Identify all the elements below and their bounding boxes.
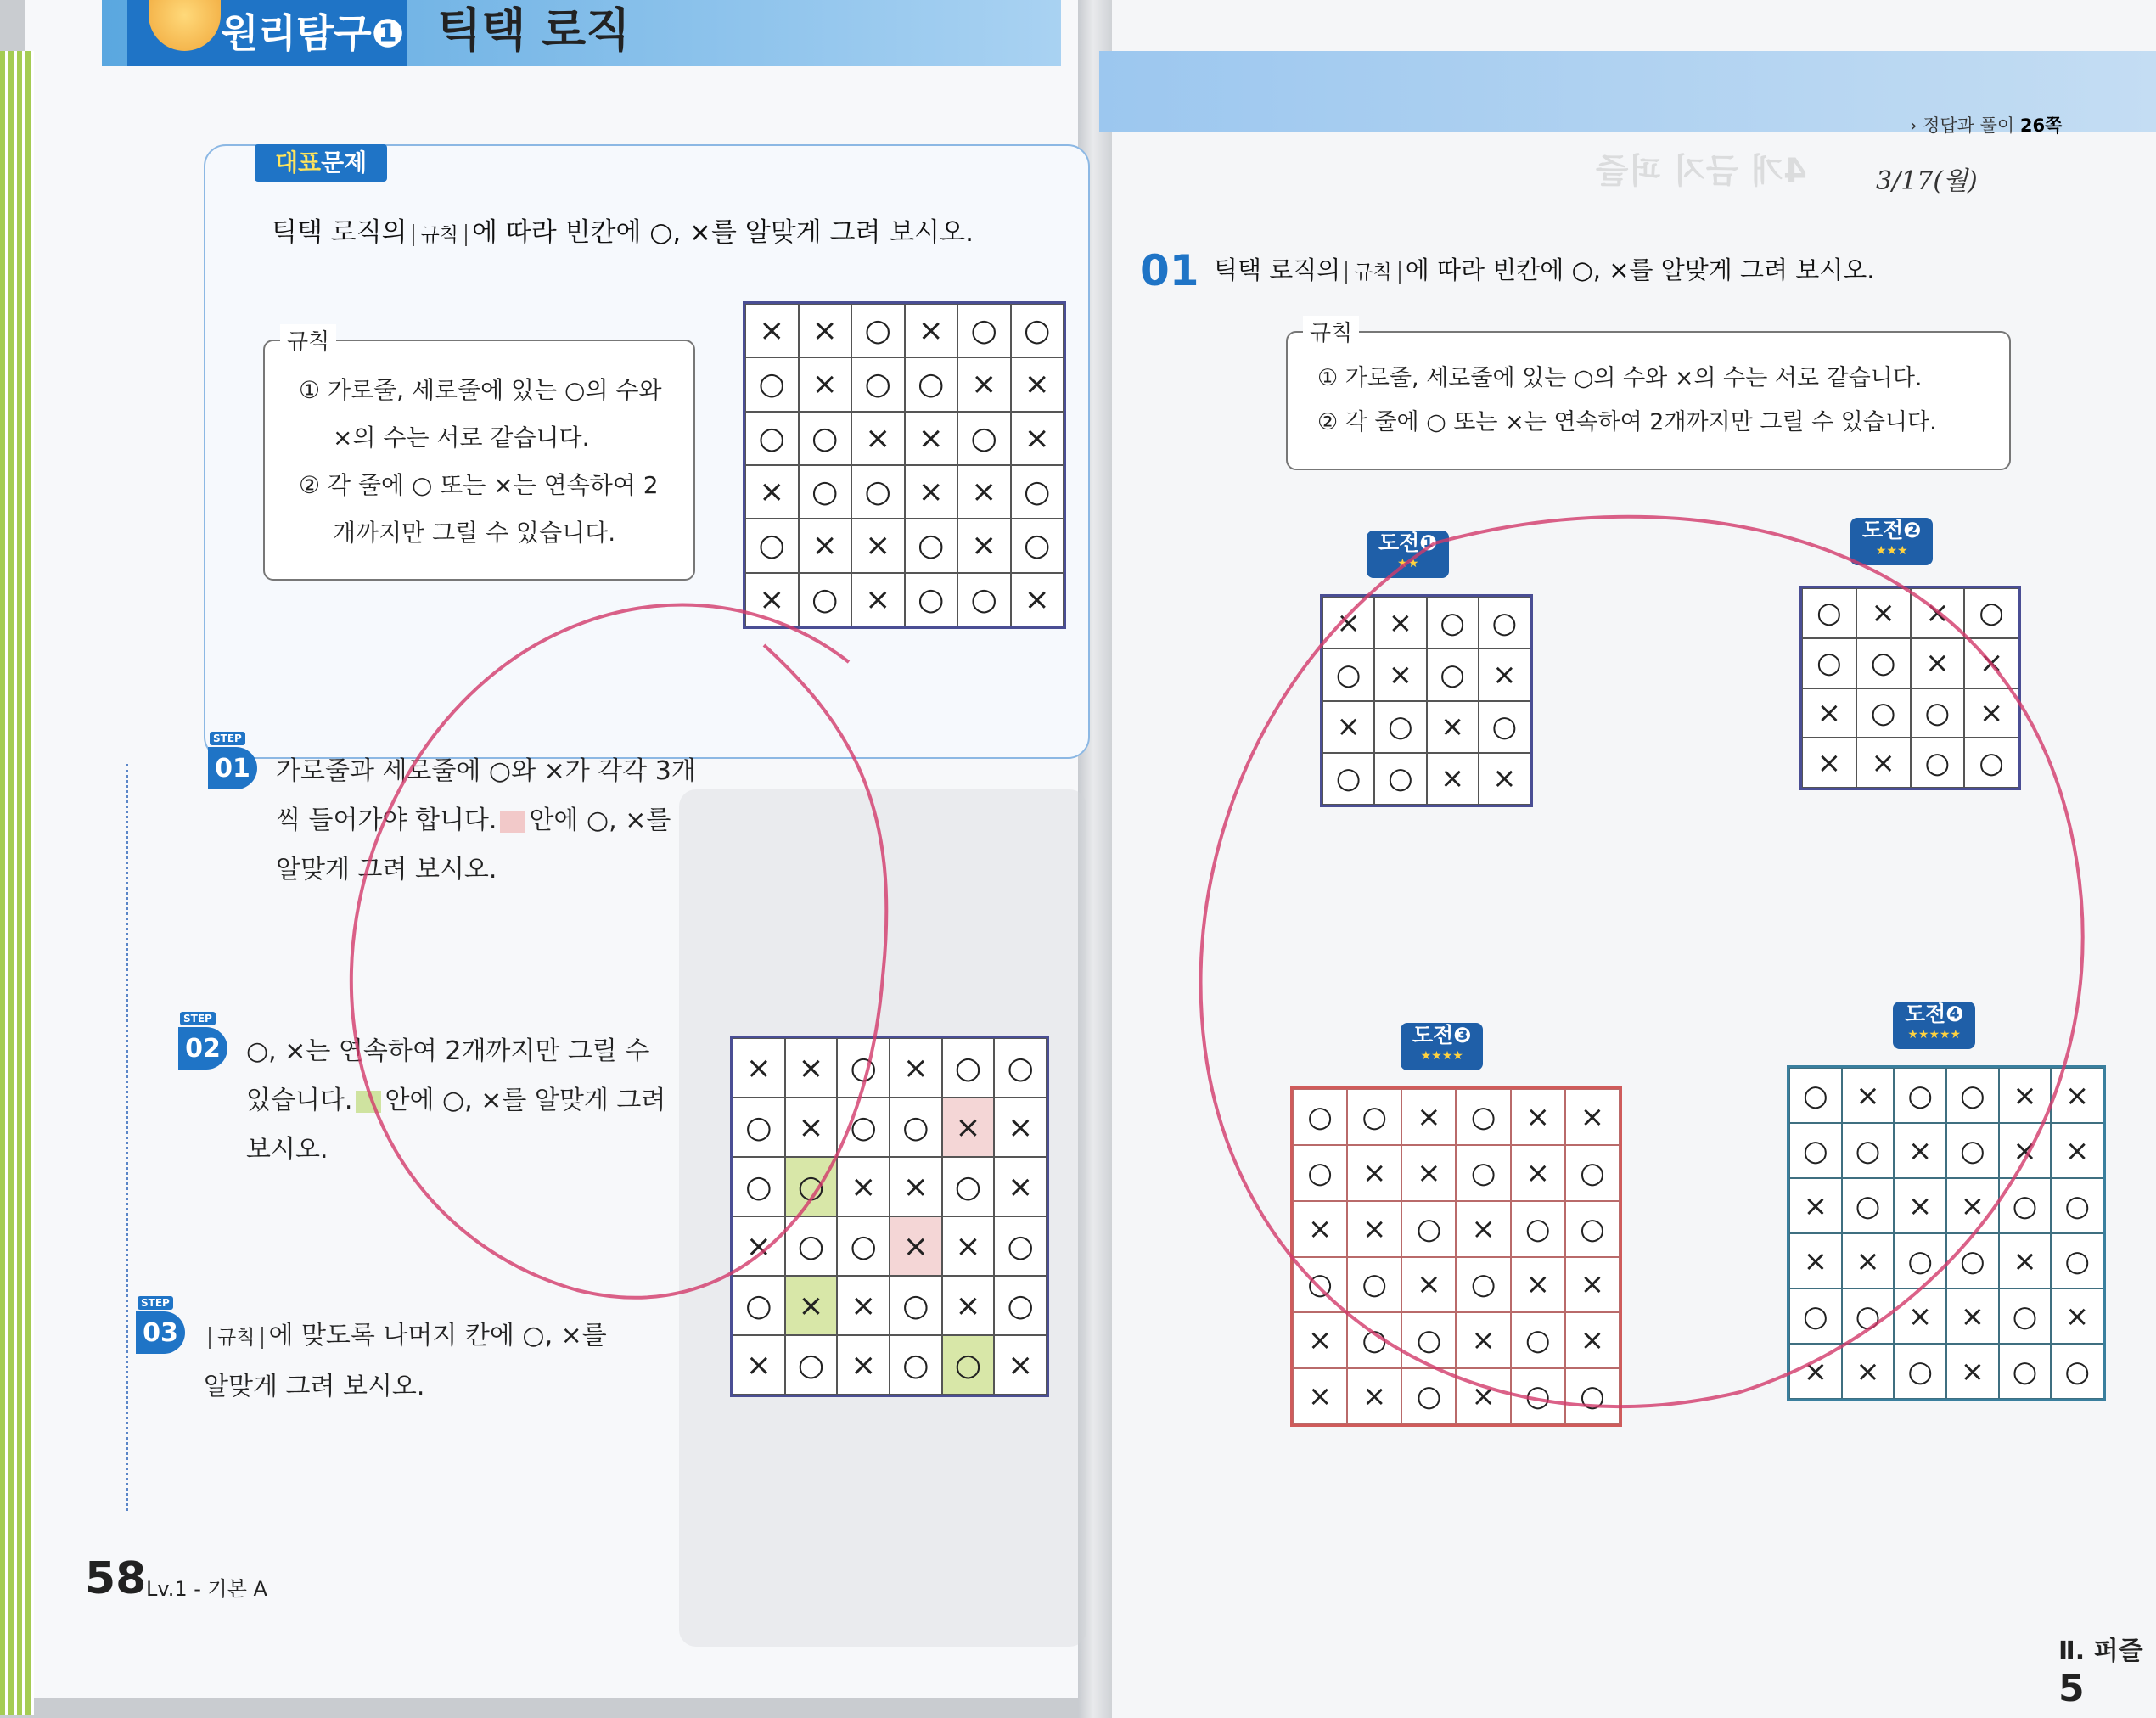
grid-cell: ○ [1011,304,1064,357]
grid-cell: × [799,519,852,572]
grid-cell: ○ [942,1157,995,1216]
grid-cell: × [799,357,852,411]
grid-cell: ○ [785,1157,838,1216]
challenge-2-label: 도전❷ ★★★ [1850,518,1933,565]
grid-cell: × [1842,1344,1895,1399]
grid-cell: ○ [1479,597,1530,648]
grid-cell: ○ [799,465,852,519]
grid-cell: × [1293,1201,1347,1257]
grid-cell: × [1347,1201,1401,1257]
grid-cell: × [1347,1368,1401,1424]
challenge-3-label: 도전❸ ★★★★ [1401,1023,1483,1070]
grid-cell: × [1479,648,1530,700]
grid-cell: ○ [1293,1089,1347,1145]
grid-cell: × [1401,1089,1456,1145]
grid-cell: × [851,412,905,465]
grid-cell: ○ [2051,1178,2103,1233]
grid-cell: ○ [1802,588,1856,638]
challenge-1-label: 도전❶ ★★ [1367,531,1449,578]
grid-cell: × [837,1276,890,1335]
grid-cell: ○ [1856,638,1911,688]
grid-cell: ○ [957,304,1011,357]
grid-cell: ○ [1842,1123,1895,1178]
grid-cell: × [1802,688,1856,738]
grid-cell: ○ [1456,1089,1510,1145]
grid-cell: × [733,1335,785,1395]
grid-cell: ○ [957,412,1011,465]
grid-cell: ○ [1374,701,1426,753]
grid-cell: ○ [1456,1145,1510,1201]
grid-cell: × [1999,1233,2052,1288]
grid-cell: ○ [1511,1312,1565,1368]
grid-cell: ○ [1374,753,1426,805]
grid-cell: ○ [745,357,799,411]
grid-cell: × [1856,588,1911,638]
grid-cell: × [1401,1257,1456,1313]
grid-cell: ○ [1427,597,1479,648]
page-title: 틱택 로직 [437,3,631,57]
grid-cell: × [1511,1145,1565,1201]
grid-cell: ○ [1347,1089,1401,1145]
grid-cell: × [905,465,958,519]
grid-cell: × [2051,1288,2103,1344]
grid-cell: ○ [1322,648,1374,700]
grid-cell: ○ [1894,1068,1946,1123]
grid-cell: ○ [1999,1178,2052,1233]
grid-cell: ○ [785,1216,838,1276]
grid-cell: × [942,1098,995,1157]
grid-cell: × [1842,1068,1895,1123]
grid-cell: ○ [905,519,958,572]
grid-cell: × [1565,1089,1620,1145]
grid-cell: ○ [1011,519,1064,572]
grid-cell: × [1964,638,2018,688]
red-circle-right [1201,517,2083,1406]
grid-cell: ○ [1802,638,1856,688]
grid-cell: ○ [1456,1257,1510,1313]
grid-cell: ○ [1511,1368,1565,1424]
grid-cell: × [785,1038,838,1098]
grid-cell: ○ [837,1038,890,1098]
grid-cell: × [1456,1312,1510,1368]
grid-cell: × [1946,1288,1999,1344]
section-tab: 원리탐구❶ [127,0,407,66]
grid-cell: × [1946,1178,1999,1233]
step-2-badge: STEP 02 [178,1027,227,1070]
page-subtitle: Lv.1 - 기본 A [146,1577,267,1601]
grid-cell: × [1789,1233,1842,1288]
handwritten-date: 3/17(월) [1876,166,1978,196]
grid-cell: × [1565,1312,1620,1368]
grid-cell: ○ [1946,1233,1999,1288]
right-page-footer: Ⅱ. 퍼즐 5 [2058,1637,2143,1710]
grid-cell: × [1964,688,2018,738]
rule-box: 규칙 ① 가로줄, 세로줄에 있는 ○의 수와 ×의 수는 서로 같습니다. ② 각 줄에 ○ 또는 ×는 연속하여 2 개까지만 그릴 수 있습니다. [263,340,695,581]
grid-cell: ○ [851,465,905,519]
grid-cell: ○ [1946,1123,1999,1178]
grid-cell: × [1456,1368,1510,1424]
grid-cell: ○ [1565,1368,1620,1424]
question-instruction: 틱택 로직의 규칙 에 따라 빈칸에 ○, ×를 알맞게 그려 보시오. [1214,255,1875,284]
grid-cell: ○ [1401,1201,1456,1257]
grid-cell: ○ [1401,1312,1456,1368]
grid-cell: × [733,1038,785,1098]
grid-cell: ○ [1842,1288,1895,1344]
grid-cell: ○ [994,1038,1047,1098]
grid-cell: × [957,357,1011,411]
grid-cell: ○ [745,519,799,572]
grid-cell: × [1856,738,1911,788]
grid-cell: ○ [1789,1123,1842,1178]
bleed-through-text: 4개 금지 퍼즐 [1596,152,1807,191]
grid-cell: × [1511,1257,1565,1313]
grid-cell: ○ [1011,465,1064,519]
grid-cell: × [994,1098,1047,1157]
grid-cell: ○ [2051,1233,2103,1288]
grid-cell: ○ [905,573,958,626]
grid-cell: × [1911,588,1965,638]
right-rule-box: 규칙 ① 가로줄, 세로줄에 있는 ○의 수와 ×의 수는 서로 같습니다. ② 각 줄에 ○ 또는 ×는 연속하여 2개까지만 그릴 수 있습니다. [1286,331,2011,470]
step-2-text: ○, ×는 연속하여 2개까지만 그릴 수 있습니다. 안에 ○, ×를 알맞게 그려 보시오. [246,1036,666,1165]
grid-cell: × [745,465,799,519]
grid-cell: × [837,1157,890,1216]
grid-cell: ○ [1565,1145,1620,1201]
grid-cell: × [1011,412,1064,465]
grid-cell: × [942,1276,995,1335]
grid-cell: ○ [1565,1201,1620,1257]
grid-cell: × [745,573,799,626]
grid-cell: × [785,1276,838,1335]
grid-cell: × [994,1157,1047,1216]
grid-cell: ○ [1293,1145,1347,1201]
grid-cell: ○ [1911,688,1965,738]
grid-cell: ○ [942,1335,995,1395]
grid-cell: × [1802,738,1856,788]
grid-cell: × [1789,1178,1842,1233]
grid-cell: × [2051,1068,2103,1123]
grid-cell: × [1946,1344,1999,1399]
grid-cell: ○ [799,412,852,465]
grid-cell: ○ [1894,1233,1946,1288]
grid-cell: × [1894,1288,1946,1344]
grid-cell: × [1427,701,1479,753]
grid-cell: ○ [799,573,852,626]
grid-cell: ○ [837,1216,890,1276]
question-number: 01 [1140,246,1199,295]
grid-cell: × [1374,597,1426,648]
grid-cell: ○ [1789,1288,1842,1344]
grid-cell: ○ [1511,1201,1565,1257]
grid-cell: × [799,304,852,357]
grid-cell: × [1347,1145,1401,1201]
grid-cell: ○ [1789,1068,1842,1123]
grid-cell: × [2051,1123,2103,1178]
grid-cell: ○ [733,1157,785,1216]
grid-cell: × [1999,1068,2052,1123]
grid-cell: × [1842,1233,1895,1288]
grid-cell: ○ [994,1276,1047,1335]
grid-cell: × [837,1335,890,1395]
grid-cell: × [1322,701,1374,753]
step-3-text: 규칙 에 맞도록 나머지 칸에 ○, ×를 알맞게 그려 보시오. [204,1321,607,1401]
grid-cell: ○ [942,1038,995,1098]
grid-cell: ○ [745,412,799,465]
step-3-badge: STEP 03 [136,1311,185,1354]
grid-cell: ○ [1999,1288,2052,1344]
grid-cell: ○ [1894,1344,1946,1399]
grid-cell: ○ [1401,1368,1456,1424]
right-rule-text: ① 가로줄, 세로줄에 있는 ○의 수와 ×의 수는 서로 같습니다. ② 각 줄에 ○ 또는 ×는 연속하여 2개까지만 그릴 수 있습니다. [1317,365,1937,435]
grid-cell: × [785,1098,838,1157]
grid-cell: ○ [905,357,958,411]
grid-cell: × [1565,1257,1620,1313]
grid-cell: × [942,1216,995,1276]
grid-cell: ○ [785,1335,838,1395]
grid-cell: ○ [1842,1178,1895,1233]
grid-cell: × [905,304,958,357]
grid-cell: × [1322,597,1374,648]
grid-cell: ○ [837,1098,890,1157]
grid-cell: × [1999,1123,2052,1178]
grid-cell: × [1479,753,1530,805]
grid-cell: ○ [851,357,905,411]
grid-cell: ○ [2051,1344,2103,1399]
grid-cell: × [851,573,905,626]
grid-cell: × [1911,638,1965,688]
grid-cell: × [957,519,1011,572]
grid-cell: ○ [1347,1312,1401,1368]
grid-cell: × [851,519,905,572]
grid-cell: × [1293,1312,1347,1368]
step-1-badge: STEP 01 [208,747,257,789]
grid-cell: × [1894,1178,1946,1233]
grid-cell: ○ [1347,1257,1401,1313]
rule-text: ① 가로줄, 세로줄에 있는 ○의 수와 ×의 수는 서로 같습니다. ② 각 줄에 ○ 또는 ×는 연속하여 2 개까지만 그릴 수 있습니다. [299,376,662,547]
grid-cell: ○ [890,1276,942,1335]
answer-reference: › 정답과 풀이 26쪽 [1910,115,2063,136]
grid-cell: ○ [890,1098,942,1157]
grid-cell: × [1374,648,1426,700]
grid-cell: ○ [851,304,905,357]
grid-cell: × [1293,1368,1347,1424]
grid-cell: ○ [1946,1068,1999,1123]
grid-cell: ○ [1427,648,1479,700]
grid-cell: ○ [1999,1344,2052,1399]
grid-cell: ○ [1856,688,1911,738]
grid-cell: ○ [1322,753,1374,805]
grid-cell: × [994,1335,1047,1395]
step-1-text: 가로줄과 세로줄에 ○와 ×가 각각 3개 씩 들어가야 합니다. 안에 ○, ×를 알맞게 그려 보시오. [276,756,696,884]
grid-cell: × [733,1216,785,1276]
grid-cell: ○ [1964,588,2018,638]
grid-cell: × [1511,1089,1565,1145]
grid-cell: × [1011,573,1064,626]
grid-cell: ○ [957,573,1011,626]
grid-cell: ○ [994,1216,1047,1276]
grid-cell: ○ [1964,738,2018,788]
grid-cell: × [1011,357,1064,411]
grid-cell: × [745,304,799,357]
grid-cell: × [905,412,958,465]
grid-cell: × [1456,1201,1510,1257]
grid-cell: × [1789,1344,1842,1399]
grid-cell: ○ [890,1335,942,1395]
grid-cell: × [890,1216,942,1276]
grid-cell: × [890,1038,942,1098]
grid-cell: ○ [1293,1257,1347,1313]
page-number: 58 [85,1553,147,1604]
grid-cell: ○ [733,1276,785,1335]
grid-cell: × [1401,1145,1456,1201]
grid-cell: ○ [733,1098,785,1157]
grid-cell: ○ [1911,738,1965,788]
grid-cell: × [1427,753,1479,805]
grid-cell: × [890,1157,942,1216]
grid-cell: × [957,465,1011,519]
grid-cell: × [1894,1123,1946,1178]
problem-instruction: 틱택 로직의 규칙 에 따라 빈칸에 ○, ×를 알맞게 그려 보시오. [272,217,974,248]
red-circle-left [351,605,886,1298]
challenge-4-label: 도전❹ ★★★★★ [1893,1002,1975,1049]
representative-problem-label: 대표문제 [255,144,387,182]
grid-cell: ○ [1479,701,1530,753]
